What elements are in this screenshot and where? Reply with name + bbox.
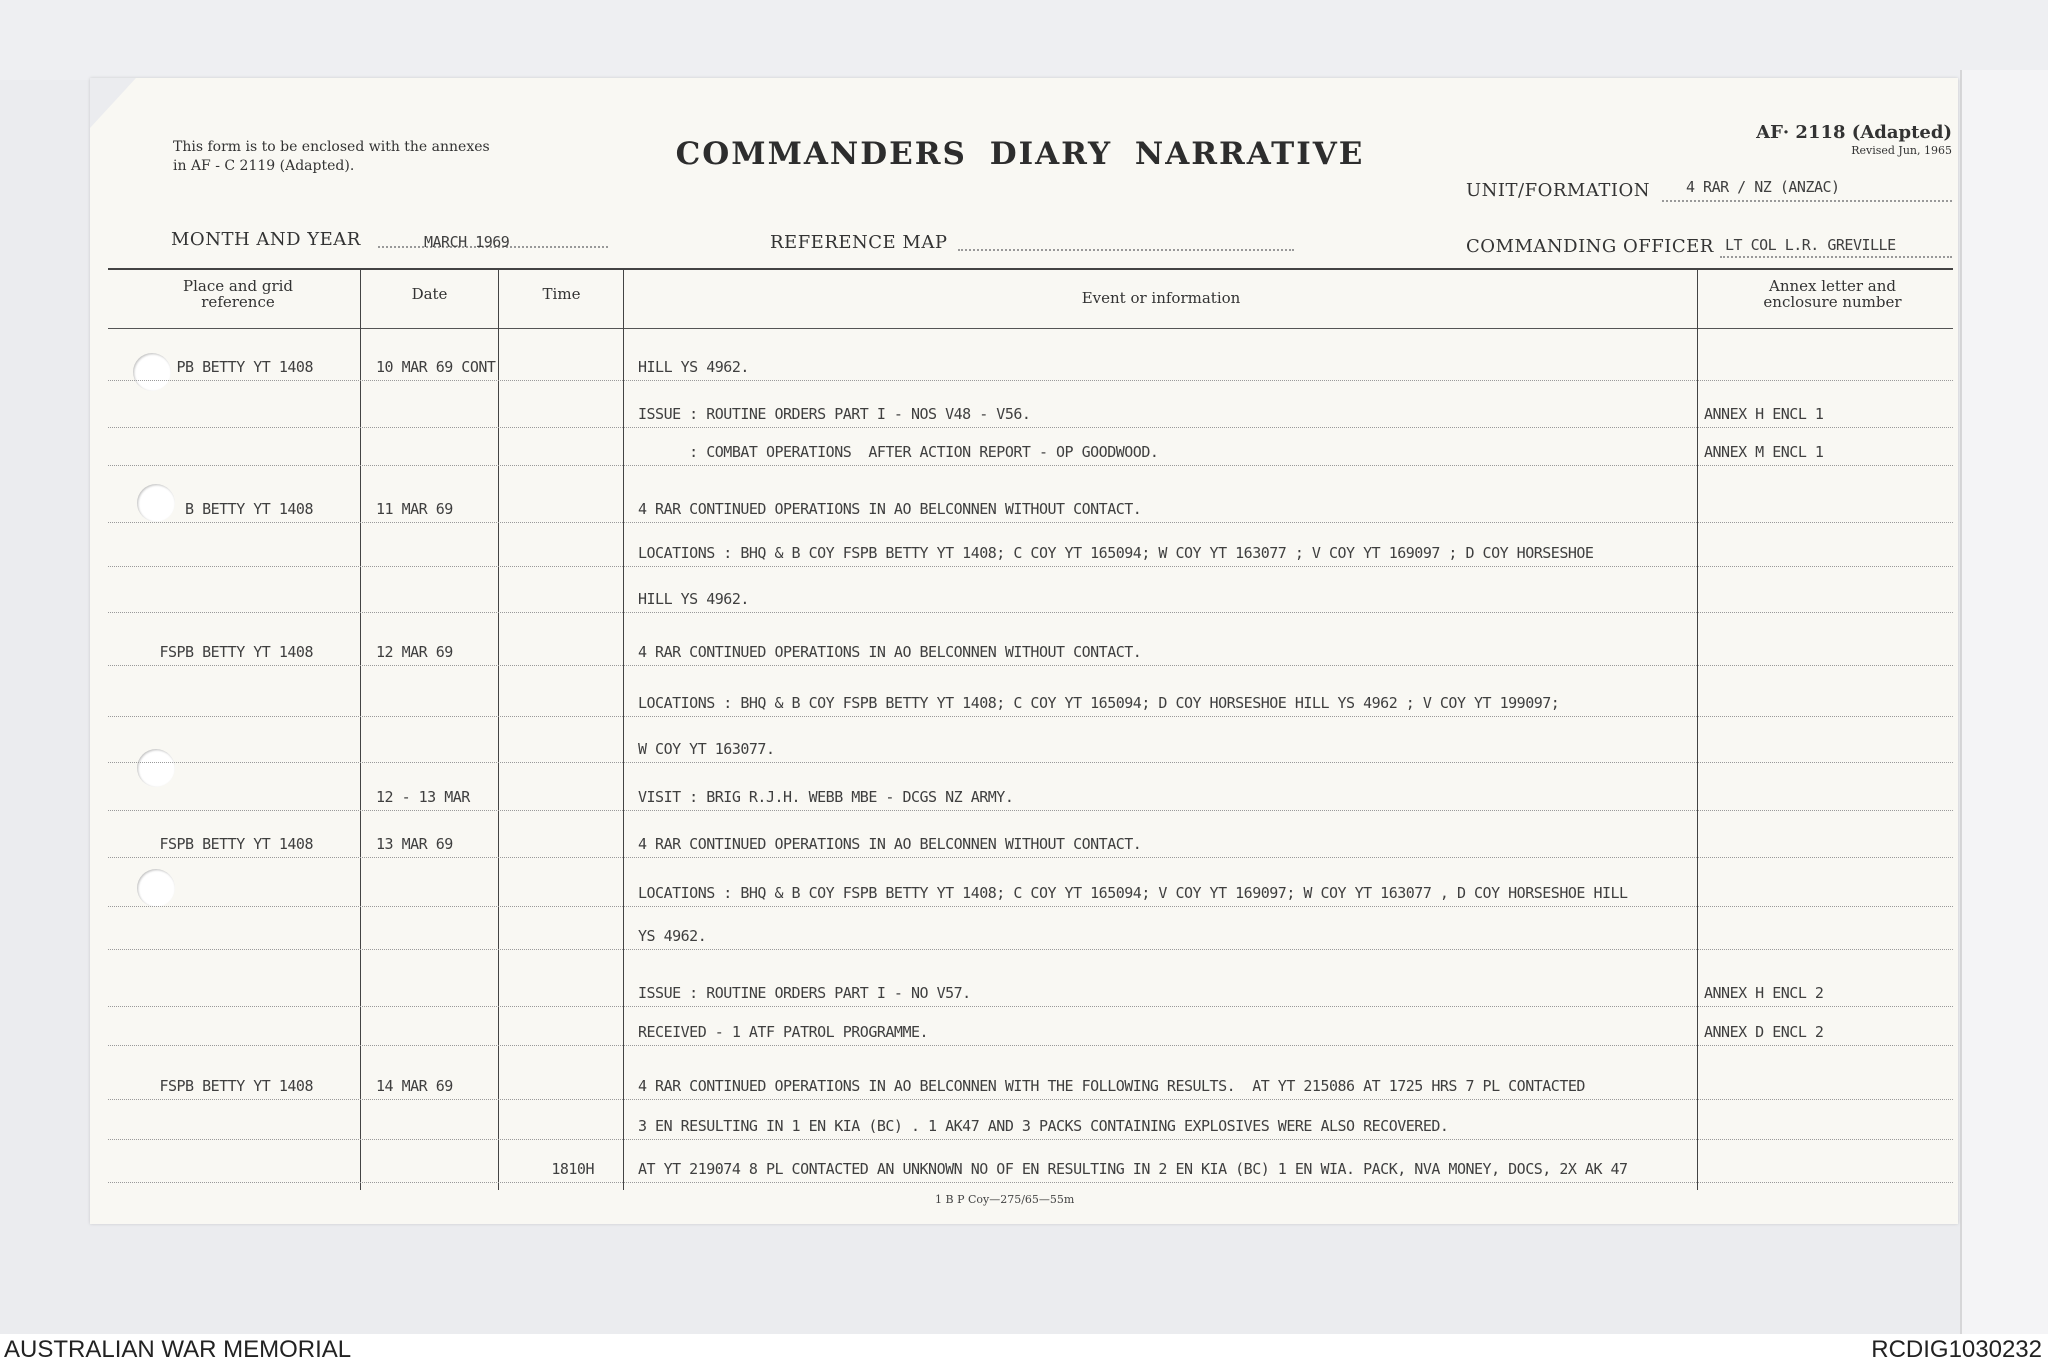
event-cell: 3 EN RESULTING IN 1 EN KIA (BC) . 1 AK47 AND 3 PACKS CONTAINING EXPLOSIVES WERE ALSO RECOVERED. [638,1117,1449,1135]
row-dotted-rule [108,1139,1953,1140]
reference-map-field [958,225,1294,251]
column-header-event: Event or information [1081,289,1241,307]
column-divider [498,268,499,1190]
table-header-rule [108,328,1953,329]
date-cell: 13 MAR 69 [376,835,453,853]
event-cell: 4 RAR CONTINUED OPERATIONS IN AO BELCONNEN WITHOUT CONTACT. [638,835,1142,853]
table-top-rule [108,268,1953,270]
row-dotted-rule [108,810,1953,811]
event-cell: W COY YT 163077. [638,740,775,758]
scan-background-right [1960,70,2048,1335]
event-cell: LOCATIONS : BHQ & B COY FSPB BETTY YT 1408; C COY YT 165094; V COY YT 169097; W COY YT 163077 , D COY HORSESHOE HILL [638,884,1628,902]
row-dotted-rule [108,949,1953,950]
event-cell: 4 RAR CONTINUED OPERATIONS IN AO BELCONNEN WITHOUT CONTACT. [638,643,1142,661]
event-cell: HILL YS 4962. [638,358,749,376]
event-cell: HILL YS 4962. [638,590,749,608]
column-header-annex: Annex letter and enclosure number [1763,277,1902,311]
date-cell: 14 MAR 69 [376,1077,453,1095]
row-dotted-rule [108,1006,1953,1007]
month-year-value: MARCH 1969 [424,233,510,251]
archive-institution: AUSTRALIAN WAR MEMORIAL [4,1336,352,1363]
unit-formation-value: 4 RAR / NZ (ANZAC) [1686,178,1840,196]
row-dotted-rule [108,716,1953,717]
event-cell: AT YT 219074 8 PL CONTACTED AN UNKNOWN NO OF EN RESULTING IN 2 EN KIA (BC) 1 EN WIA. PACK, NVA MONEY, DOCS, 2X AK 47 [638,1160,1628,1178]
archive-record-id: RCDIG1030232 [1871,1336,2042,1363]
row-dotted-rule [108,522,1953,523]
row-dotted-rule [108,566,1953,567]
annex-cell: ANNEX H ENCL 1 [1704,405,1824,423]
commanding-officer-value: LT COL L.R. GREVILLE [1725,236,1896,254]
form-title: COMMANDERS DIARY NARRATIVE [675,136,1365,172]
column-header-time: Time [542,285,581,303]
form-reference [1756,122,1952,157]
place-cell: PB BETTY YT 1408 [176,358,313,376]
row-dotted-rule [108,1099,1953,1100]
date-cell: 11 MAR 69 [376,500,453,518]
row-dotted-rule [108,465,1953,466]
scan-background-top [0,0,2048,80]
date-cell: 10 MAR 69 CONT [376,358,496,376]
time-cell: 1810H [551,1160,594,1178]
folded-corner [90,78,136,128]
event-cell: 4 RAR CONTINUED OPERATIONS IN AO BELCONNEN WITH THE FOLLOWING RESULTS. AT YT 215086 AT 1725 HRS 7 PL CONTACTED [638,1077,1585,1095]
row-dotted-rule [108,612,1953,613]
place-cell: FSPB BETTY YT 1408 [159,835,313,853]
column-divider [1697,268,1698,1190]
row-dotted-rule [108,1182,1953,1183]
month-year-label: MONTH AND YEAR [171,229,361,250]
event-cell: YS 4962. [638,927,707,945]
place-cell: B BETTY YT 1408 [185,500,313,518]
column-header-date: Date [411,285,448,303]
event-cell: LOCATIONS : BHQ & B COY FSPB BETTY YT 1408; C COY YT 165094; W COY YT 163077 ; V COY YT 169097 ; D COY HORSESHOE [638,544,1594,562]
place-cell: FSPB BETTY YT 1408 [159,1077,313,1095]
punch-hole [137,749,175,787]
event-cell: ISSUE : ROUTINE ORDERS PART I - NO V57. [638,984,971,1002]
event-cell: RECEIVED - 1 ATF PATROL PROGRAMME. [638,1023,929,1041]
reference-map-label: REFERENCE MAP [770,232,948,253]
row-dotted-rule [108,380,1953,381]
column-header-place: Place and grid reference [182,277,294,311]
date-cell: 12 MAR 69 [376,643,453,661]
commanding-officer-label: COMMANDING OFFICER [1466,236,1714,257]
punch-hole [137,869,175,907]
form-instruction-note: This form is to be enclosed with the annexes in AF - C 2119 (Adapted). [173,139,490,174]
row-dotted-rule [108,857,1953,858]
event-cell: : COMBAT OPERATIONS AFTER ACTION REPORT - OP GOODWOOD. [638,443,1159,461]
printer-imprint: 1 B P Coy—275/65—55m [935,1193,1075,1206]
row-dotted-rule [108,427,1953,428]
row-dotted-rule [108,906,1953,907]
row-dotted-rule [108,665,1953,666]
row-dotted-rule [108,762,1953,763]
event-cell: ISSUE : ROUTINE ORDERS PART I - NOS V48 - V56. [638,405,1031,423]
column-divider [623,268,624,1190]
annex-cell: ANNEX D ENCL 2 [1704,1023,1824,1041]
annex-cell: ANNEX M ENCL 1 [1704,443,1824,461]
annex-cell: ANNEX H ENCL 2 [1704,984,1824,1002]
date-cell: 12 - 13 MAR [376,788,470,806]
column-divider [360,268,361,1190]
event-cell: LOCATIONS : BHQ & B COY FSPB BETTY YT 1408; C COY YT 165094; D COY HORSESHOE HILL YS 4962 ; V COY YT 199097; [638,694,1560,712]
event-cell: VISIT : BRIG R.J.H. WEBB MBE - DCGS NZ ARMY. [638,788,1014,806]
place-cell: FSPB BETTY YT 1408 [159,643,313,661]
form-revision: Revised Jun, 1965 [1851,144,1952,157]
row-dotted-rule [108,1045,1953,1046]
form-code: AF· 2118 (Adapted) [1756,122,1952,143]
unit-formation-label: UNIT/FORMATION [1466,180,1650,201]
event-cell: 4 RAR CONTINUED OPERATIONS IN AO BELCONNEN WITHOUT CONTACT. [638,500,1142,518]
